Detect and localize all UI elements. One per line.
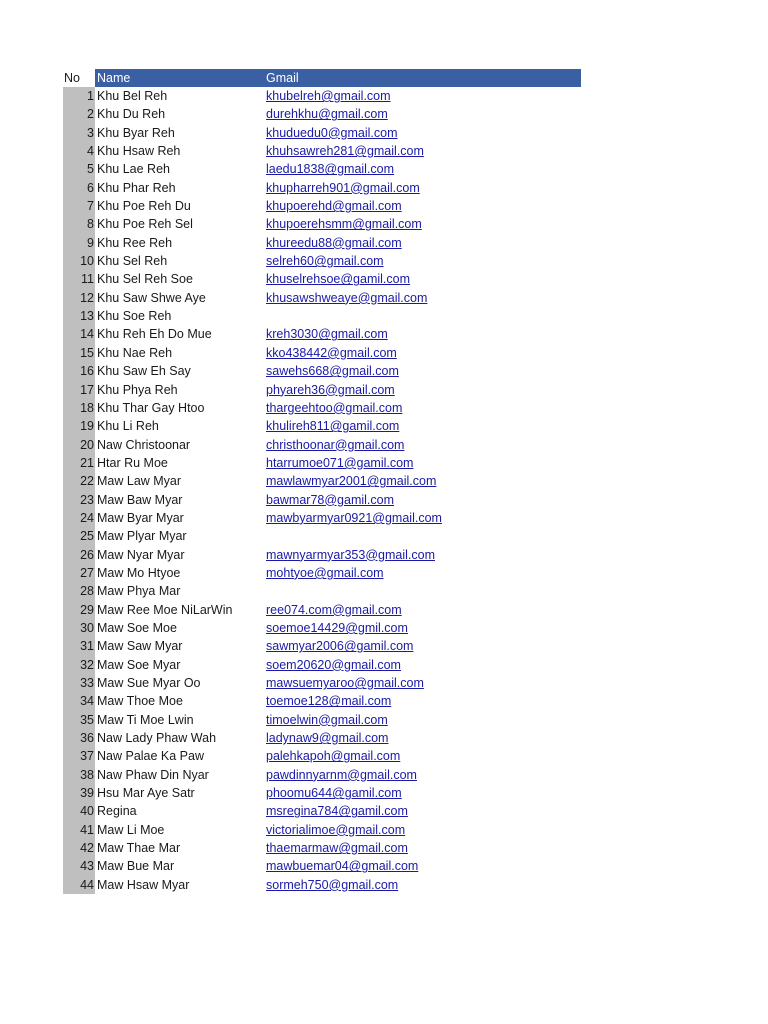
name-cell: Khu Saw Eh Say	[97, 364, 191, 379]
table-row	[63, 344, 581, 362]
name-cell: Khu Reh Eh Do Mue	[97, 327, 212, 342]
name-cell: Maw Phya Mar	[97, 584, 181, 599]
email-link[interactable]: mawbyarmyar0921@gmail.com	[266, 510, 442, 525]
row-number: 21	[63, 454, 95, 472]
table-body	[63, 87, 581, 894]
row-number: 15	[63, 344, 95, 362]
table-row	[63, 454, 581, 472]
email-link[interactable]: mohtyoe@gmail.com	[266, 565, 384, 580]
table-row	[63, 729, 581, 747]
row-number: 33	[63, 674, 95, 692]
row-number: 31	[63, 637, 95, 655]
row-number: 35	[63, 711, 95, 729]
name-cell: Khu Ree Reh	[97, 235, 173, 250]
table-row	[63, 674, 581, 692]
table-row	[63, 142, 581, 160]
email-link[interactable]: sawmyar2006@gamil.com	[266, 639, 414, 654]
email-link[interactable]: sormeh750@gmail.com	[266, 877, 399, 892]
spreadsheet-table	[63, 69, 581, 894]
name-cell: Maw Mo Htyoe	[97, 565, 181, 580]
row-number: 12	[63, 289, 95, 307]
table-row	[63, 766, 581, 784]
header-row	[63, 69, 581, 87]
table-row	[63, 821, 581, 839]
table-row	[63, 802, 581, 820]
name-cell: Naw Christoonar	[97, 437, 191, 452]
email-link[interactable]: mawlawmyar2001@gmail.com	[266, 474, 437, 489]
table-row	[63, 381, 581, 399]
row-number: 25	[63, 527, 95, 545]
email-link[interactable]: sawehs668@gmail.com	[266, 364, 399, 379]
row-number: 17	[63, 381, 95, 399]
email-link[interactable]: victorialimoe@gmail.com	[266, 822, 406, 837]
table-row	[63, 619, 581, 637]
row-number: 24	[63, 509, 95, 527]
email-link[interactable]: soem20620@gmail.com	[266, 657, 401, 672]
email-link[interactable]: khupoerehd@gmail.com	[266, 199, 402, 214]
table-row	[63, 546, 581, 564]
email-link[interactable]: khureedu88@gmail.com	[266, 235, 402, 250]
email-link[interactable]: laedu1838@gmail.com	[266, 162, 395, 177]
email-link[interactable]: khuduedu0@gmail.com	[266, 125, 398, 140]
name-cell: Khu Poe Reh Du	[97, 199, 191, 214]
email-link[interactable]: toemoe128@mail.com	[266, 694, 392, 709]
table-row	[63, 747, 581, 765]
table-row	[63, 527, 581, 545]
table-row	[63, 857, 581, 875]
email-link[interactable]: bawmar78@gamil.com	[266, 492, 395, 507]
table-row	[63, 509, 581, 527]
name-cell: Khu Bel Reh	[97, 89, 168, 103]
name-cell: Khu Poe Reh Sel	[97, 217, 193, 232]
email-link[interactable]: christhoonar@gmail.com	[266, 437, 405, 452]
table-row	[63, 564, 581, 582]
email-link[interactable]: khuselrehsoe@gamil.com	[266, 272, 411, 287]
row-number: 22	[63, 472, 95, 490]
name-cell: Khu Lae Reh	[97, 162, 170, 177]
name-cell: Khu Hsaw Reh	[97, 144, 181, 159]
row-number: 30	[63, 619, 95, 637]
table-row	[63, 839, 581, 857]
table-row	[63, 692, 581, 710]
table-row	[63, 582, 581, 600]
email-link[interactable]: kreh3030@gmail.com	[266, 327, 388, 342]
name-cell: Khu Byar Reh	[97, 125, 175, 140]
email-link[interactable]: msregina784@gamil.com	[266, 804, 408, 819]
table-row	[63, 417, 581, 435]
row-number: 34	[63, 692, 95, 710]
column-header-no: No	[63, 69, 96, 87]
name-cell: Maw Hsaw Myar	[97, 877, 190, 892]
name-cell: Maw Ti Moe Lwin	[97, 712, 194, 727]
email-link[interactable]: thargeehtoo@gmail.com	[266, 400, 403, 415]
name-cell: Khu Soe Reh	[97, 309, 172, 324]
email-link[interactable]: mawnyarmyar353@gmail.com	[266, 547, 435, 562]
table-row	[63, 876, 581, 894]
row-number: 42	[63, 839, 95, 857]
table-row	[63, 784, 581, 802]
name-cell: Maw Sue Myar Oo	[97, 676, 201, 690]
table-row	[63, 87, 581, 105]
name-cell: Khu Phya Reh	[97, 382, 178, 397]
column-header-gmail: Gmail	[266, 71, 299, 85]
name-cell: Khu Saw Shwe Aye	[97, 290, 206, 305]
name-cell: Khu Phar Reh	[97, 180, 176, 195]
table-row	[63, 160, 581, 178]
table-row	[63, 215, 581, 233]
email-link[interactable]: phoomu644@gamil.com	[266, 786, 402, 801]
table-row	[63, 124, 581, 142]
email-link[interactable]: khupharreh901@gmail.com	[266, 180, 420, 195]
email-link[interactable]: soemoe14429@gmil.com	[266, 620, 408, 635]
row-number: 27	[63, 564, 95, 582]
row-number: 9	[63, 234, 95, 252]
row-number: 29	[63, 601, 95, 619]
header-bar	[95, 69, 581, 87]
row-number: 43	[63, 857, 95, 875]
name-cell: Maw Baw Myar	[97, 492, 183, 507]
row-number: 23	[63, 491, 95, 509]
email-link[interactable]: mawbuemar04@gmail.com	[266, 859, 419, 874]
email-link[interactable]: thaemarmaw@gmail.com	[266, 841, 408, 856]
table-row	[63, 601, 581, 619]
table-row	[63, 289, 581, 307]
name-cell: Maw Soe Moe	[97, 620, 177, 635]
row-number: 7	[63, 197, 95, 215]
row-number: 37	[63, 747, 95, 765]
email-link[interactable]: khuhsawreh281@gmail.com	[266, 144, 424, 159]
row-number: 19	[63, 417, 95, 435]
table-row	[63, 307, 581, 325]
name-cell: Maw Bue Mar	[97, 859, 175, 874]
row-number: 44	[63, 876, 95, 894]
table-row	[63, 197, 581, 215]
table-row	[63, 399, 581, 417]
row-number: 28	[63, 582, 95, 600]
name-cell: Maw Nyar Myar	[97, 547, 185, 562]
name-cell: Maw Soe Myar	[97, 657, 181, 672]
name-cell: Htar Ru Moe	[97, 455, 168, 470]
table-row	[63, 252, 581, 270]
email-link[interactable]: htarrumoe071@gamil.com	[266, 455, 414, 470]
row-number: 14	[63, 325, 95, 343]
name-cell: Maw Plyar Myar	[97, 529, 187, 544]
email-link[interactable]: kko438442@gmail.com	[266, 345, 397, 360]
row-number: 41	[63, 821, 95, 839]
name-cell: Khu Nae Reh	[97, 345, 173, 360]
table-row	[63, 325, 581, 343]
table-row	[63, 491, 581, 509]
email-link[interactable]: selreh60@gmail.com	[266, 254, 384, 269]
row-number: 39	[63, 784, 95, 802]
email-link[interactable]: khusawshweaye@gmail.com	[266, 290, 428, 305]
row-number: 38	[63, 766, 95, 784]
row-number: 8	[63, 215, 95, 233]
name-cell: Maw Thoe Moe	[97, 694, 183, 709]
email-link[interactable]: ladynaw9@gmail.com	[266, 731, 389, 746]
table-row	[63, 656, 581, 674]
email-link[interactable]: khulireh811@gamil.com	[266, 419, 400, 434]
name-cell: Maw Ree Moe NiLarWin	[97, 602, 233, 617]
row-number: 13	[63, 307, 95, 325]
row-number: 1	[63, 87, 95, 105]
name-cell: Khu Du Reh	[97, 107, 166, 122]
row-number: 4	[63, 142, 95, 160]
row-number: 32	[63, 656, 95, 674]
name-cell: Khu Thar Gay Htoo	[97, 400, 205, 415]
table-row	[63, 637, 581, 655]
row-number: 18	[63, 399, 95, 417]
name-cell: Khu Sel Reh	[97, 254, 168, 269]
email-link[interactable]: ree074.com@gmail.com	[266, 602, 402, 617]
email-link[interactable]: khubelreh@gmail.com	[266, 89, 391, 103]
row-number: 11	[63, 270, 95, 288]
name-cell: Maw Thae Mar	[97, 841, 181, 856]
table-row	[63, 179, 581, 197]
row-number: 3	[63, 124, 95, 142]
name-cell: Regina	[97, 804, 137, 819]
table-row	[63, 472, 581, 490]
row-number: 20	[63, 436, 95, 454]
name-cell: Maw Saw Myar	[97, 639, 183, 654]
row-number: 40	[63, 802, 95, 820]
table-row	[63, 270, 581, 288]
table-row	[63, 105, 581, 123]
email-link[interactable]: khupoerehsmm@gmail.com	[266, 217, 422, 232]
name-cell: Hsu Mar Aye Satr	[97, 786, 195, 801]
column-header-name: Name	[97, 71, 131, 85]
name-cell: Maw Byar Myar	[97, 510, 184, 525]
row-number: 6	[63, 179, 95, 197]
email-link[interactable]: timoelwin@gmail.com	[266, 712, 388, 727]
email-link[interactable]: palehkapoh@gmail.com	[266, 749, 401, 764]
email-link[interactable]: phyareh36@gmail.com	[266, 382, 395, 397]
row-number: 2	[63, 105, 95, 123]
row-number: 36	[63, 729, 95, 747]
name-cell: Maw Law Myar	[97, 474, 182, 489]
row-number: 5	[63, 160, 95, 178]
table-row	[63, 436, 581, 454]
name-cell: Maw Li Moe	[97, 822, 165, 837]
table-row	[63, 362, 581, 380]
row-number: 16	[63, 362, 95, 380]
table-row	[63, 711, 581, 729]
email-link[interactable]: mawsuemyaroo@gmail.com	[266, 676, 424, 690]
row-number: 10	[63, 252, 95, 270]
name-cell: Khu Li Reh	[97, 419, 159, 434]
name-cell: Naw Lady Phaw Wah	[97, 731, 217, 746]
row-number: 26	[63, 546, 95, 564]
name-cell: Naw Palae Ka Paw	[97, 749, 205, 764]
email-link[interactable]: durehkhu@gmail.com	[266, 107, 388, 122]
email-link[interactable]: pawdinnyarnm@gmail.com	[266, 767, 417, 782]
name-cell: Khu Sel Reh Soe	[97, 272, 193, 287]
table-row	[63, 234, 581, 252]
name-cell: Naw Phaw Din Nyar	[97, 767, 209, 782]
